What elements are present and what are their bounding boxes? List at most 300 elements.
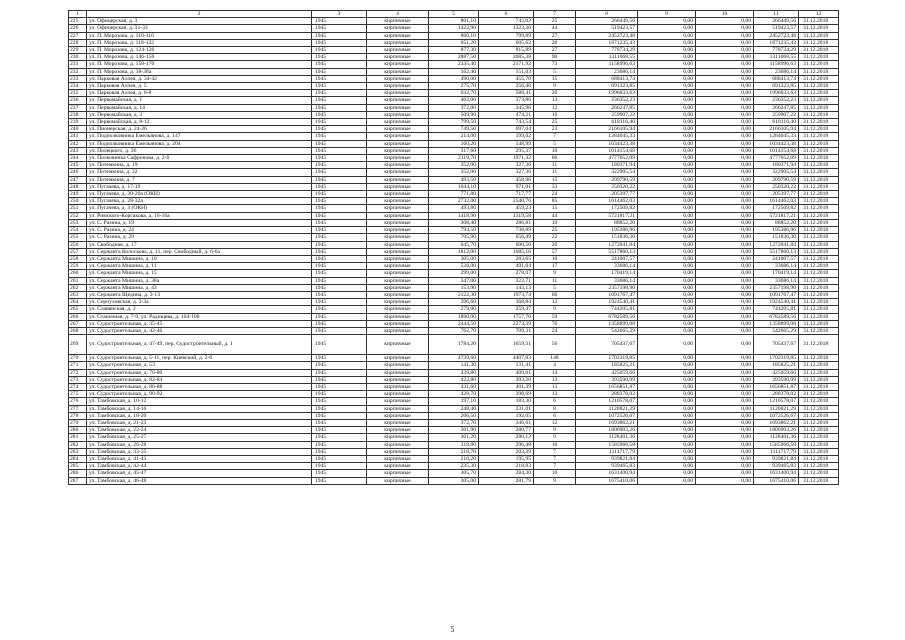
build-year-cell: 1945 [312,68,367,75]
amount-col10-cell: 0,00 [696,470,754,477]
area-total-cell: 509,90 [429,111,479,118]
area-living-cell: 203,39 [479,448,534,455]
amount-col9-cell: 0,00 [638,248,696,255]
date-cell: 31.12.2018 [799,90,839,97]
wall-material-cell: кирпичные [367,391,429,398]
area-total-cell: 1044,10 [429,183,479,190]
area-total-cell: 493,50 [429,176,479,183]
amount-col9-cell: 0,00 [638,227,696,234]
amount-col9-cell: 0,00 [638,405,696,412]
row-index-cell: 259 [69,263,87,270]
address-cell: ул. Тамбовская, д. 41-43 [87,455,312,462]
area-total-cell: 308,40 [429,219,479,226]
row-index-cell: 269 [69,335,87,355]
area-living-cell: 280,77 [479,427,534,434]
wall-material-cell: кирпичные [367,212,429,219]
wall-material-cell: кирпичные [367,369,429,376]
amount-total-cell: 88852,20 [576,219,638,226]
area-total-cell: 877,30 [429,47,479,54]
build-year-cell: 1945 [312,419,367,426]
amount-final-cell: 939821,84 [754,455,799,462]
residents-cell: 14 [534,369,576,376]
date-cell: 31.12.2018 [799,39,839,46]
address-cell: ул. Сержанта Мишина, д. 38а [87,277,312,284]
amount-col10-cell: 0,00 [696,75,754,82]
amount-col9-cell: 0,00 [638,75,696,82]
wall-material-cell: кирпичные [367,39,429,46]
area-total-cell: 372,00 [429,104,479,111]
amount-col10-cell: 0,00 [696,241,754,248]
amount-final-cell: 1272041,84 [754,241,799,248]
address-cell: ул. Славянская, д. 2 [87,306,312,313]
address-cell: ул. Тамбовская, д. 45-47 [87,470,312,477]
address-cell: ул. Судостроительная, д. 35-45 [87,320,312,327]
area-total-cell: 141,30 [429,362,479,369]
date-cell: 31.12.2018 [799,470,839,477]
amount-total-cell: 241007,57 [576,255,638,262]
date-cell: 31.12.2018 [799,205,839,212]
amount-col9-cell: 0,00 [638,39,696,46]
table-row [69,155,839,162]
residents-cell: 10 [534,470,576,477]
amount-final-cell: 170419,14 [754,270,799,277]
amount-total-cell: 209790,59 [576,176,638,183]
amount-col10-cell: 0,00 [696,327,754,334]
amount-final-cell: 1358899,08 [754,320,799,327]
date-cell: 31.12.2018 [799,140,839,147]
date-cell: 31.12.2018 [799,97,839,104]
row-index-cell: 241 [69,133,87,140]
wall-material-cell: кирпичные [367,219,429,226]
area-living-cell: 474,21 [479,111,534,118]
wall-material-cell: кирпичные [367,355,429,362]
amount-final-cell: 6782589,56 [754,313,799,320]
wall-material-cell: кирпичные [367,104,429,111]
amount-col10-cell: 0,00 [696,104,754,111]
amount-final-cell: 1996033,63 [754,90,799,97]
address-cell: ул. Полковника Сафронова, д. 2-6 [87,155,312,162]
wall-material-cell: кирпичные [367,155,429,162]
row-index-cell: 280 [69,427,87,434]
build-year-cell: 1945 [312,75,367,82]
area-total-cell: 299,00 [429,270,479,277]
date-cell: 31.12.2018 [799,104,839,111]
build-year-cell: 1945 [312,255,367,262]
amount-final-cell: 205397,77 [754,191,799,198]
build-year-cell: 1945 [312,277,367,284]
table-row [69,205,839,212]
date-cell: 31.12.2018 [799,162,839,169]
area-living-cell: 459,23 [479,205,534,212]
wall-material-cell: кирпичные [367,140,429,147]
row-index-cell: 243 [69,147,87,154]
amount-final-cell: 236352,23 [754,97,799,104]
address-cell: ул. Судостроительная, д. 42-46 [87,327,312,334]
row-index-cell: 226 [69,25,87,32]
area-living-cell: 280,12 [479,434,534,441]
table-row [69,362,839,369]
table-row [69,434,839,441]
amount-total-cell: 1806903,26 [576,427,638,434]
wall-material-cell: кирпичные [367,398,429,405]
date-cell: 31.12.2018 [799,383,839,390]
amount-final-cell: 1128401,36 [754,434,799,441]
amount-total-cell: 5721817,21 [576,212,638,219]
area-total-cell: 749,50 [429,126,479,133]
amount-final-cell: 1693862,21 [754,419,799,426]
area-total-cell: 1890,00 [429,313,479,320]
page-number: 5 [450,625,455,634]
date-cell: 31.12.2018 [799,398,839,405]
date-cell: 31.12.2018 [799,427,839,434]
residents-cell: 59 [534,313,576,320]
amount-col10-cell: 0,00 [696,320,754,327]
area-living-cell: 738,89 [479,227,534,234]
area-living-cell: 455,70 [479,75,534,82]
date-cell: 31.12.2018 [799,477,839,484]
date-cell: 31.12.2018 [799,183,839,190]
table-row [69,284,839,291]
area-living-cell: 278,07 [479,270,534,277]
table-row [69,299,839,306]
row-index-cell: 266 [69,313,87,320]
residents-cell: 11 [534,162,576,169]
table-row [69,441,839,448]
area-living-cell: 745,02 [479,18,534,25]
wall-material-cell: кирпичные [367,169,429,176]
amount-col10-cell: 0,00 [696,391,754,398]
amount-final-cell: 33686,14 [754,263,799,270]
table-row [69,291,839,298]
amount-col9-cell: 0,00 [638,291,696,298]
wall-material-cell: кирпичные [367,327,429,334]
address-cell: ул. Потемкина, д. 22 [87,169,312,176]
table-row [69,263,839,270]
amount-final-cell: 1806903,26 [754,427,799,434]
residents-cell: 20 [534,90,576,97]
amount-total-cell: 618116,40 [576,119,638,126]
amount-col9-cell: 0,00 [638,284,696,291]
date-cell: 31.12.2018 [799,313,839,320]
row-index-cell: 287 [69,477,87,484]
amount-col9-cell: 0,00 [638,419,696,426]
amount-total-cell: 1924540,41 [576,299,638,306]
area-total-cell: 197,10 [429,398,479,405]
table-row [69,448,839,455]
area-total-cell: 439,80 [429,369,479,376]
amount-total-cell: 1284045,33 [576,133,638,140]
residents-cell: 20 [534,39,576,46]
residents-cell: 13 [534,391,576,398]
address-cell: ул. Тамбовская, д. 25-27 [87,434,312,441]
amount-final-cell: 1014154,68 [754,147,799,154]
amount-total-cell: 688413,74 [576,75,638,82]
area-living-cell: 322,71 [479,277,534,284]
amount-total-cell: 1311068,55 [576,54,638,61]
address-cell: ул. Тамбовская, д. 21-23 [87,419,312,426]
amount-col10-cell: 0,00 [696,376,754,383]
residents-cell: 8 [534,405,576,412]
build-year-cell: 1945 [312,241,367,248]
build-year-cell: 1945 [312,111,367,118]
area-living-cell: 398,69 [479,391,534,398]
area-total-cell: 402,00 [429,97,479,104]
area-living-cell: 148,99 [479,140,534,147]
date-cell: 31.12.2018 [799,83,839,90]
amount-col9-cell: 0,00 [638,455,696,462]
area-living-cell: 393,20 [479,376,534,383]
area-total-cell: 301,90 [429,427,479,434]
amount-col10-cell: 0,00 [696,434,754,441]
residents-cell: 12 [534,299,576,306]
date-cell: 31.12.2018 [799,255,839,262]
row-index-cell: 277 [69,405,87,412]
area-total-cell: 428,70 [429,391,479,398]
residents-cell: 24 [534,327,576,334]
register-sheet [68,10,838,485]
build-year-cell: 1945 [312,191,367,198]
date-cell: 31.12.2018 [799,448,839,455]
wall-material-cell: кирпичные [367,299,429,306]
address-cell: ул. Парковая Аллея, д. 5 [87,83,312,90]
area-total-cell: 801,10 [429,18,479,25]
row-index-cell: 248 [69,183,87,190]
amount-final-cell: 2166105,94 [754,126,799,133]
build-year-cell: 1945 [312,47,367,54]
wall-material-cell: кирпичные [367,463,429,470]
build-year-cell: 1945 [312,54,367,61]
row-index-cell: 279 [69,419,87,426]
amount-final-cell: 288378,02 [754,391,799,398]
amount-final-cell: 705437,67 [754,335,799,355]
build-year-cell: 1945 [312,355,367,362]
residents-cell: 16 [534,111,576,118]
amount-final-cell: 1614462,03 [754,198,799,205]
area-total-cell: 490,00 [429,75,479,82]
amount-total-cell: 6782589,56 [576,313,638,320]
table-row [69,126,839,133]
address-cell: ул. Пионерская, д. 24-26 [87,126,312,133]
amount-col9-cell: 0,00 [638,54,696,61]
area-total-cell: 2732,00 [429,198,479,205]
amount-col10-cell: 0,00 [696,362,754,369]
area-total-cell: 799,50 [429,119,479,126]
amount-final-cell: 259907,22 [754,111,799,118]
col-number: 5 [429,11,479,18]
area-living-cell: 327,36 [479,162,534,169]
build-year-cell: 1945 [312,97,367,104]
build-year-cell: 1945 [312,455,367,462]
amount-col9-cell: 0,00 [638,327,696,334]
wall-material-cell: кирпичные [367,83,429,90]
residents-cell: 7 [534,448,576,455]
row-index-cell: 231 [69,61,87,68]
table-row [69,477,839,484]
wall-material-cell: кирпичные [367,198,429,205]
amount-total-cell: 1693862,21 [576,419,638,426]
residents-cell: 7 [534,463,576,470]
table-row [69,376,839,383]
address-cell: ул. Судостроительная, д. 82-84 [87,376,312,383]
residents-cell: 6 [534,412,576,419]
amount-final-cell: 1158996,63 [754,61,799,68]
build-year-cell: 1945 [312,39,367,46]
residents-cell: 13 [534,97,576,104]
amount-col9-cell: 0,00 [638,205,696,212]
amount-col9-cell: 0,00 [638,434,696,441]
amount-col9-cell: 0,00 [638,155,696,162]
amount-final-cell: 266449,56 [754,18,799,25]
area-total-cell: 651,20 [429,39,479,46]
date-cell: 31.12.2018 [799,455,839,462]
row-index-cell: 271 [69,362,87,369]
amount-col10-cell: 0,00 [696,205,754,212]
area-total-cell: 235,30 [429,463,479,470]
amount-final-cell: 2452723,48 [754,32,799,39]
amount-final-cell: 939465,83 [754,463,799,470]
wall-material-cell: кирпичные [367,419,429,426]
address-cell: ул. Пугачева, д. 17-19 [87,183,312,190]
amount-col10-cell: 0,00 [696,306,754,313]
area-living-cell: 588,41 [479,90,534,97]
build-year-cell: 1945 [312,383,367,390]
table-row [69,119,839,126]
area-living-cell: 600,50 [479,241,534,248]
wall-material-cell: кирпичные [367,75,429,82]
area-total-cell: 860,10 [429,32,479,39]
col-number: 9 [638,11,696,18]
wall-material-cell: кирпичные [367,335,429,355]
amount-final-cell: 425059,66 [754,369,799,376]
row-index-cell: 247 [69,176,87,183]
residents-cell: 11 [534,169,576,176]
amount-col9-cell: 0,00 [638,463,696,470]
table-row [69,306,839,313]
wall-material-cell: кирпичные [367,362,429,369]
address-cell: ул. Сержанта Колоскова, д. 11, пер. Свободный, д. 6-6а [87,248,312,255]
build-year-cell: 1945 [312,327,367,334]
amount-final-cell: 185825,21 [754,362,799,369]
area-total-cell: 160,20 [429,140,479,147]
wall-material-cell: кирпичные [367,277,429,284]
row-index-cell: 254 [69,227,87,234]
table-row [69,140,839,147]
table-row [69,219,839,226]
address-cell: ул. Потемкина, д. 19 [87,162,312,169]
row-index-cell: 251 [69,205,87,212]
amount-col9-cell: 0,00 [638,391,696,398]
row-index-cell: 282 [69,441,87,448]
row-index-cell: 276 [69,398,87,405]
area-living-cell: 373,86 [479,97,534,104]
date-cell: 31.12.2018 [799,47,839,54]
amount-total-cell: 1072526,67 [576,412,638,419]
residents-cell: 13 [534,383,576,390]
date-cell: 31.12.2018 [799,263,839,270]
row-index-cell: 244 [69,155,87,162]
amount-col10-cell: 0,00 [696,263,754,270]
area-total-cell: 206,50 [429,412,479,419]
row-index-cell: 233 [69,75,87,82]
date-cell: 31.12.2018 [799,212,839,219]
col-number: 6 [479,11,534,18]
amount-final-cell: 151836,30 [754,234,799,241]
table-row [69,18,839,25]
area-living-cell: 743,54 [479,119,534,126]
date-cell: 31.12.2018 [799,419,839,426]
amount-col9-cell: 0,00 [638,169,696,176]
amount-total-cell: 939821,84 [576,455,638,462]
row-index-cell: 264 [69,299,87,306]
row-index-cell: 261 [69,277,87,284]
col-number: 12 [799,11,839,18]
address-cell: ул. Сержанта Мишина, д. 15 [87,270,312,277]
area-total-cell: 2444,50 [429,320,479,327]
build-year-cell: 1945 [312,248,367,255]
wall-material-cell: кирпичные [367,205,429,212]
amount-col9-cell: 0,00 [638,111,696,118]
table-row [69,75,839,82]
amount-final-cell: 1631400,94 [754,470,799,477]
amount-col10-cell: 0,00 [696,39,754,46]
build-year-cell: 1945 [312,133,367,140]
date-cell: 31.12.2018 [799,412,839,419]
wall-material-cell: кирпичные [367,90,429,97]
amount-final-cell: 744205,81 [754,306,799,313]
area-total-cell: 645,70 [429,241,479,248]
amount-final-cell: 250320,22 [754,183,799,190]
row-index-cell: 283 [69,448,87,455]
amount-final-cell: 266247,85 [754,104,799,111]
area-total-cell: 305,00 [429,477,479,484]
amount-col10-cell: 0,00 [696,47,754,54]
address-cell: ул. Парковая Аллея, д. 34-42 [87,75,312,82]
row-index-cell: 286 [69,470,87,477]
amount-col10-cell: 0,00 [696,83,754,90]
area-living-cell: 491,04 [479,263,534,270]
amount-col9-cell: 0,00 [638,147,696,154]
address-cell: ул. Первомайская, д. 1 [87,97,312,104]
amount-final-cell: 618116,40 [754,119,799,126]
area-living-cell: 231,01 [479,405,534,412]
amount-final-cell: 393590,99 [754,376,799,383]
amount-total-cell: 266247,85 [576,104,638,111]
amount-col10-cell: 0,00 [696,441,754,448]
amount-final-cell: 5517860,13 [754,248,799,255]
amount-col9-cell: 0,00 [638,183,696,190]
table-row [69,212,839,219]
area-total-cell: 279,00 [429,306,479,313]
address-cell: ул. П. Морозова, д. 124-126 [87,47,312,54]
amount-col9-cell: 0,00 [638,306,696,313]
date-cell: 31.12.2018 [799,75,839,82]
wall-material-cell: кирпичные [367,234,429,241]
area-living-cell: 183,30 [479,398,534,405]
amount-final-cell: 1675410,06 [754,477,799,484]
table-row [69,169,839,176]
address-cell: ул. Тамбовская, д. 10-12 [87,398,312,405]
table-row [69,255,839,262]
area-total-cell: 1784,20 [429,335,479,355]
col-number: 3 [312,11,367,18]
area-living-cell: 218,83 [479,463,534,470]
address-cell: ул. Судостроительная, д. 47-49, пер. Судостроительный, д. 1 [87,335,312,355]
amount-col9-cell: 0,00 [638,320,696,327]
residents-cell: 10 [534,255,576,262]
row-index-cell: 270 [69,355,87,362]
amount-col10-cell: 0,00 [696,248,754,255]
date-cell: 31.12.2018 [799,277,839,284]
